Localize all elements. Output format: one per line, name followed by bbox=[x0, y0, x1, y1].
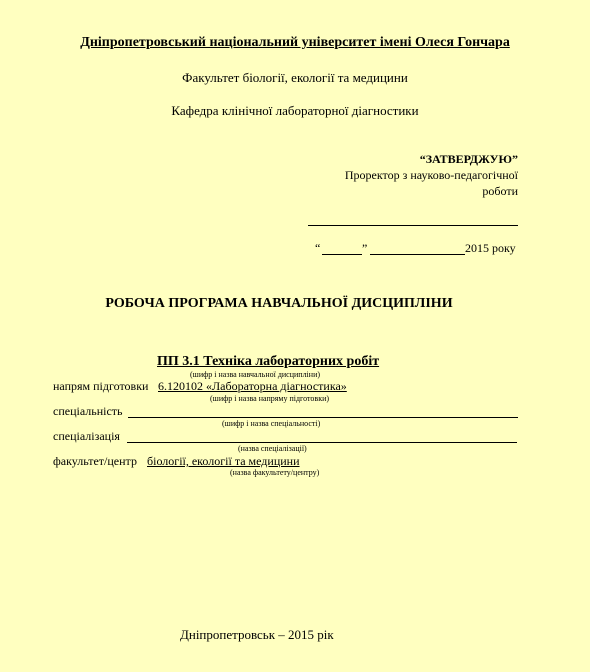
direction-label: напрям підготовки bbox=[53, 379, 149, 393]
faculty-center-value: біології, екології та медицини bbox=[147, 454, 300, 468]
discipline-name-hint: (шифр і назва навчальної дисципліни) bbox=[190, 370, 321, 379]
specialization-hint: (назва спеціалізації) bbox=[238, 444, 307, 453]
department-name: Кафедра клінічної лабораторної діагностики bbox=[171, 103, 419, 118]
signature-line bbox=[308, 225, 518, 226]
faculty-center-hint: (назва факультету/центру) bbox=[230, 468, 320, 477]
approval-role-line1: Проректор з науково-педагогічної bbox=[344, 168, 518, 182]
date-day-line bbox=[322, 254, 362, 255]
approval-role-line2: роботи bbox=[482, 184, 518, 198]
date-month-line bbox=[370, 254, 465, 255]
direction-value: 6.120102 «Лабораторна діагностика» bbox=[158, 379, 347, 393]
date-close-quote: ” bbox=[362, 241, 368, 255]
faculty-name: Факультет біології, екології та медицини bbox=[182, 70, 408, 85]
direction-hint: (шифр і назва напряму підготовки) bbox=[210, 394, 330, 403]
date-year: 2015 року bbox=[465, 241, 516, 255]
date-open-quote: “ bbox=[315, 241, 321, 255]
approval-title: “ЗАТВЕРДЖУЮ” bbox=[419, 152, 518, 166]
specialty-line bbox=[128, 417, 518, 418]
program-title: РОБОЧА ПРОГРАМА НАВЧАЛЬНОЇ ДИСЦИПЛІНИ bbox=[105, 296, 453, 311]
faculty-center-label: факультет/центр bbox=[53, 454, 137, 468]
footer-city-year: Дніпропетровськ – 2015 рік bbox=[180, 627, 334, 642]
specialty-hint: (шифр і назва спеціальності) bbox=[222, 419, 321, 428]
specialization-line bbox=[127, 442, 517, 443]
specialty-label: спеціальність bbox=[53, 404, 123, 418]
university-name: Дніпропетровський національний університет імені Олеся Гончара bbox=[80, 35, 510, 50]
discipline-name: ПП 3.1 Техніка лабораторних робіт bbox=[157, 354, 380, 369]
specialization-label: спеціалізація bbox=[53, 429, 120, 443]
